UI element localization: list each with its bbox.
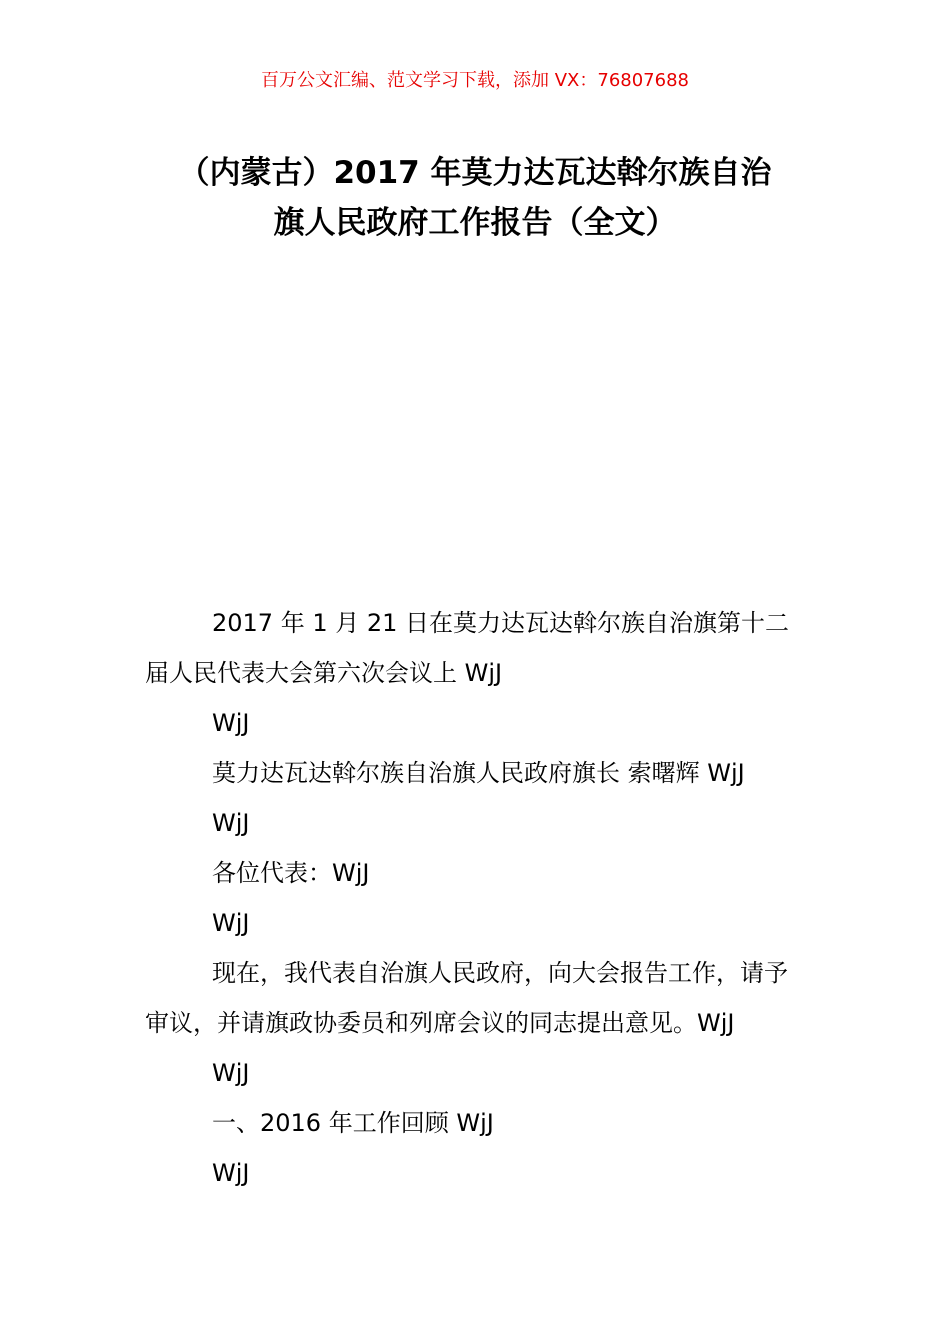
paragraph-marker: WjJ bbox=[212, 1059, 250, 1087]
paragraph-author: 莫力达瓦达斡尔族自治旗人民政府旗长 索曙辉 WjJ bbox=[212, 759, 745, 787]
document-title-line-2: 旗人民政府工作报告（全文） bbox=[273, 205, 677, 241]
document-body bbox=[145, 598, 810, 1198]
paragraph-marker: WjJ bbox=[212, 709, 250, 737]
paragraph-salutation: 各位代表：WjJ bbox=[212, 859, 370, 887]
document-title bbox=[110, 148, 840, 248]
document-title-line-1: （内蒙古）2017 年莫力达瓦达斡尔族自治 bbox=[178, 155, 772, 191]
paragraph-marker: WjJ bbox=[212, 909, 250, 937]
paragraph-introduction: 现在，我代表自治旗人民政府，向大会报告工作，请予审议，并请旗政协委员和列席会议的同志提出意见。WjJ bbox=[145, 959, 788, 1037]
paragraph-marker: WjJ bbox=[212, 809, 250, 837]
paragraph-marker: WjJ bbox=[212, 1159, 250, 1187]
header-note: 百万公文汇编、范文学习下载，添加 VX：76807688 bbox=[261, 70, 689, 91]
section-heading: 一、2016 年工作回顾 WjJ bbox=[212, 1109, 494, 1137]
paragraph-meeting-date: 2017 年 1 月 21 日在莫力达瓦达斡尔族自治旗第十二届人民代表大会第六次会议上 WjJ bbox=[145, 609, 790, 687]
